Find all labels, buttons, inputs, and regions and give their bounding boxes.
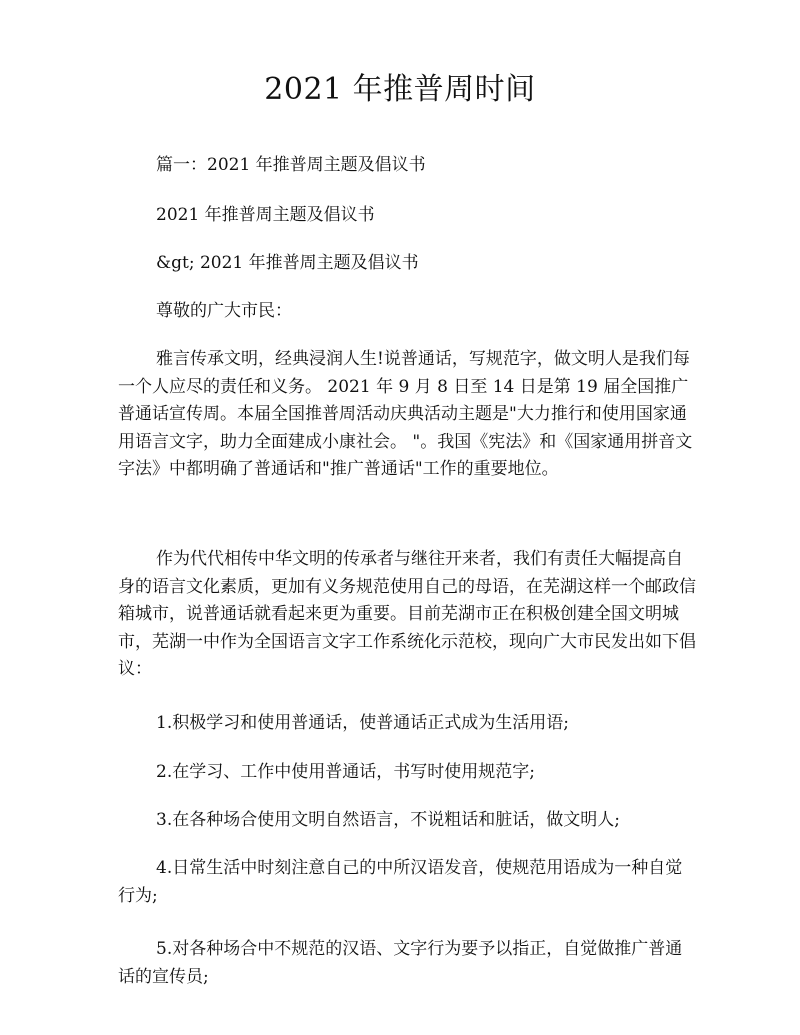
list-item: 5.对各种场合中不规范的汉语、文字行为要予以指正，自觉做推广普通话的宣传员; (118, 939, 683, 987)
paragraph-heading-3: &gt; 2021 年推普周主题及倡议书 (156, 253, 419, 273)
paragraph-appeal: 作为代代相传中华文明的传承者与继往开来者，我们有责任大幅提高自身的语言文化素质，更加有义务规范使用自己的母语，在芜湖这样一个邮政信箱城市，说普通话就看起来更为重要。目前芜湖市正在积极创建全国文明城市，芜湖一中作为全国语言文字工作系统化示范校，现向广大市民发出如下倡议： (118, 549, 696, 679)
list-item: 3.在各种场合使用文明自然语言，不说粗话和脏话，做文明人; (156, 810, 620, 830)
list-item: 4.日常生活中时刻注意自己的中所汉语发音，使规范用语成为一种自觉行为; (118, 858, 683, 906)
document-title: 2021 年推普周时间 (264, 72, 536, 107)
list-item: 2.在学习、工作中使用普通话，书写时使用规范字; (156, 762, 535, 782)
paragraph-intro: 雅言传承文明，经典浸润人生!说普通话，写规范字，做文明人是我们每一个人应尽的责任和义务。 2021 年 9 月 8 日至 14 日是第 19 届全国推广普通话宣传周。本届全国推普周活动庆典活动主题是"大力推行和使用国家通用语言文字，助力全面建成小康社会。 "。我国《宪法》和《国家通用拼音文字法》中都明确了普通话和"推广普通话"工作的重要地位。 (118, 349, 693, 479)
paragraph-heading-1: 篇一：2021 年推普周主题及倡议书 (156, 155, 426, 175)
list-item: 1.积极学习和使用普通话，使普通话正式成为生活用语; (156, 713, 569, 733)
paragraph-salutation: 尊敬的广大市民： (156, 301, 292, 321)
paragraph-heading-2: 2021 年推普周主题及倡议书 (156, 205, 375, 225)
